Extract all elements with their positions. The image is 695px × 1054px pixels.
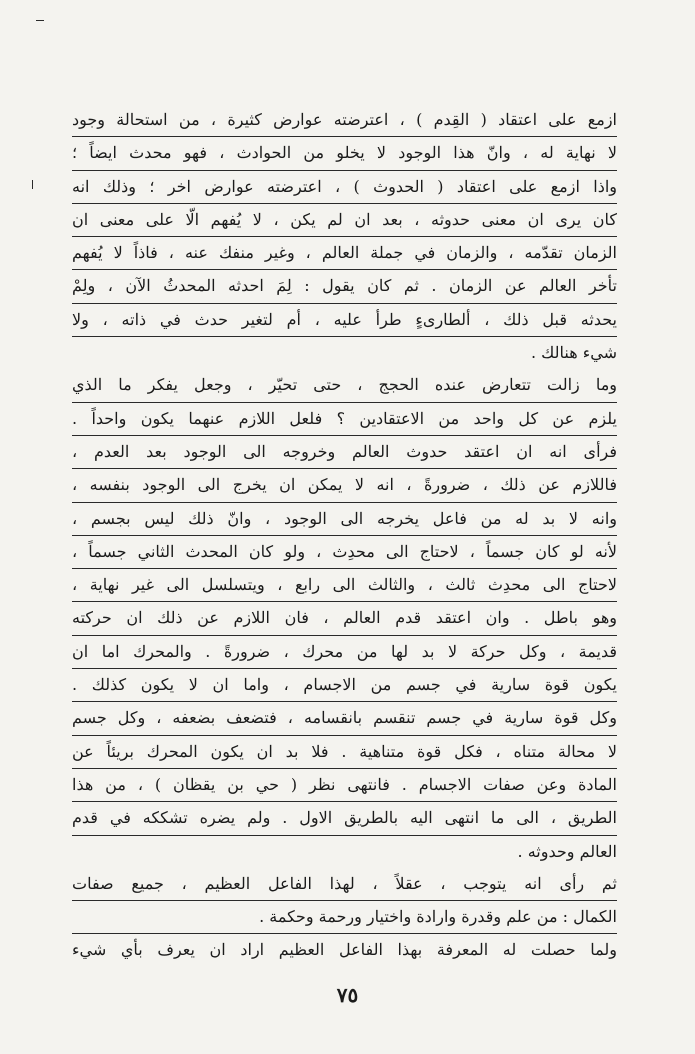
page-number: ٧٥ — [336, 983, 359, 1007]
text-line: الكمال : من علم وقدرة وارادة واختيار ورحمة وحكمة . — [72, 901, 617, 934]
text-line: ازمع على اعتقاد ( القِدم ) ، اعترضته عوارض كثيرة ، من استحالة وجود — [72, 104, 617, 137]
text-line: ولما حصلت له المعرفة بهذا الفاعل العظيم اراد ان يعرف بأي شيء — [72, 940, 617, 960]
text-line: لأنه لو كان جسماً ، لاحتاج الى محدِث ، ولو كان المحدث الثاني جسماً ، — [72, 536, 617, 569]
text-line: قديمة ، وكل حركة لا بد لها من محرك ، ضرورةً . والمحرك اما ان — [72, 636, 617, 669]
text-line: المادة وعن صفات الاجسام . فانتهى نظر ( حي بن يقظان ) ، من هذا — [72, 769, 617, 802]
text-line: ثم رأى انه يتوجب ، عقلاً ، لهذا الفاعل العظيم ، جميع صفات — [72, 868, 617, 901]
text-line: شيء هنالك . — [530, 343, 617, 363]
text-line: كان يرى ان معنى حدوثه ، بعد ان لم يكن ، لا يُفهم الّا على معنى ان — [72, 204, 617, 237]
text-line: يحدثه قبل ذلك ، ألطارىءٍ طرأ عليه ، أم لتغير حدث في ذاته ، ولا — [72, 304, 617, 337]
text-line: وكل قوة سارية في جسم تنقسم بانقسامه ، فتضعف بضعفه ، وكل جسم — [72, 702, 617, 735]
text-line: وما زالت تتعارض عنده الحجج ، حتى تحيّر ، وجعل يفكر ما الذي — [72, 369, 617, 402]
text-line: فرأى انه ان اعتقد حدوث العالم وخروجه الى الوجود بعد العدم ، — [72, 436, 617, 469]
text-line: وهو باطل . وان اعتقد قدم العالم ، فان اللازم عن ذلك ان حركته — [72, 602, 617, 635]
text-line: يلزم عن كل واحد من الاعتقادين ؟ فلعل اللازم عنهما يكون واحداً . — [72, 403, 617, 436]
text-line: الطريق ، الى ما انتهى اليه بالطريق الاول . ولم يضره تشككه في قدم — [72, 802, 617, 835]
text-line: وانه لا بد له من فاعل يخرجه الى الوجود ، وانّ ذلك ليس بجسم ، — [72, 503, 617, 536]
text-line: فاللازم عن ذلك ، ضرورةً ، انه لا يمكن ان يخرج الى الوجود بنفسه ، — [72, 469, 617, 502]
margin-mark — [36, 20, 44, 21]
text-line: العالم وحدوثه . — [517, 841, 617, 861]
text-line: واذا ازمع على اعتقاد ( الحدوث ) ، اعترضته عوارض اخر ؛ وذلك انه — [72, 171, 617, 204]
text-line: لا محالة متناه ، فكل قوة متناهية . فلا بد ان يكون المحرك بريئاً عن — [72, 736, 617, 769]
text-line: الزمان تقدّمه ، والزمان في جملة العالم ، وغير منفك عنه ، فاذاً لا يُفهم — [72, 237, 617, 270]
body-text — [72, 104, 617, 967]
margin-mark — [32, 180, 33, 189]
text-line: لا نهاية له ، وانّ هذا الوجود لا يخلو من الحوادث ، فهو محدث ايضاً ؛ — [72, 137, 617, 170]
text-line: تأخر العالم عن الزمان . ثم كان يقول : لِمَ احدثه المحدثُ الآن ، ولِمْ — [72, 270, 617, 303]
text-line: لاحتاج الى محدِث ثالث ، والثالث الى رابع ، ويتسلسل الى غير نهاية ، — [72, 569, 617, 602]
text-line: يكون قوة سارية في جسم من الاجسام ، واما ان لا يكون كذلك . — [72, 669, 617, 702]
